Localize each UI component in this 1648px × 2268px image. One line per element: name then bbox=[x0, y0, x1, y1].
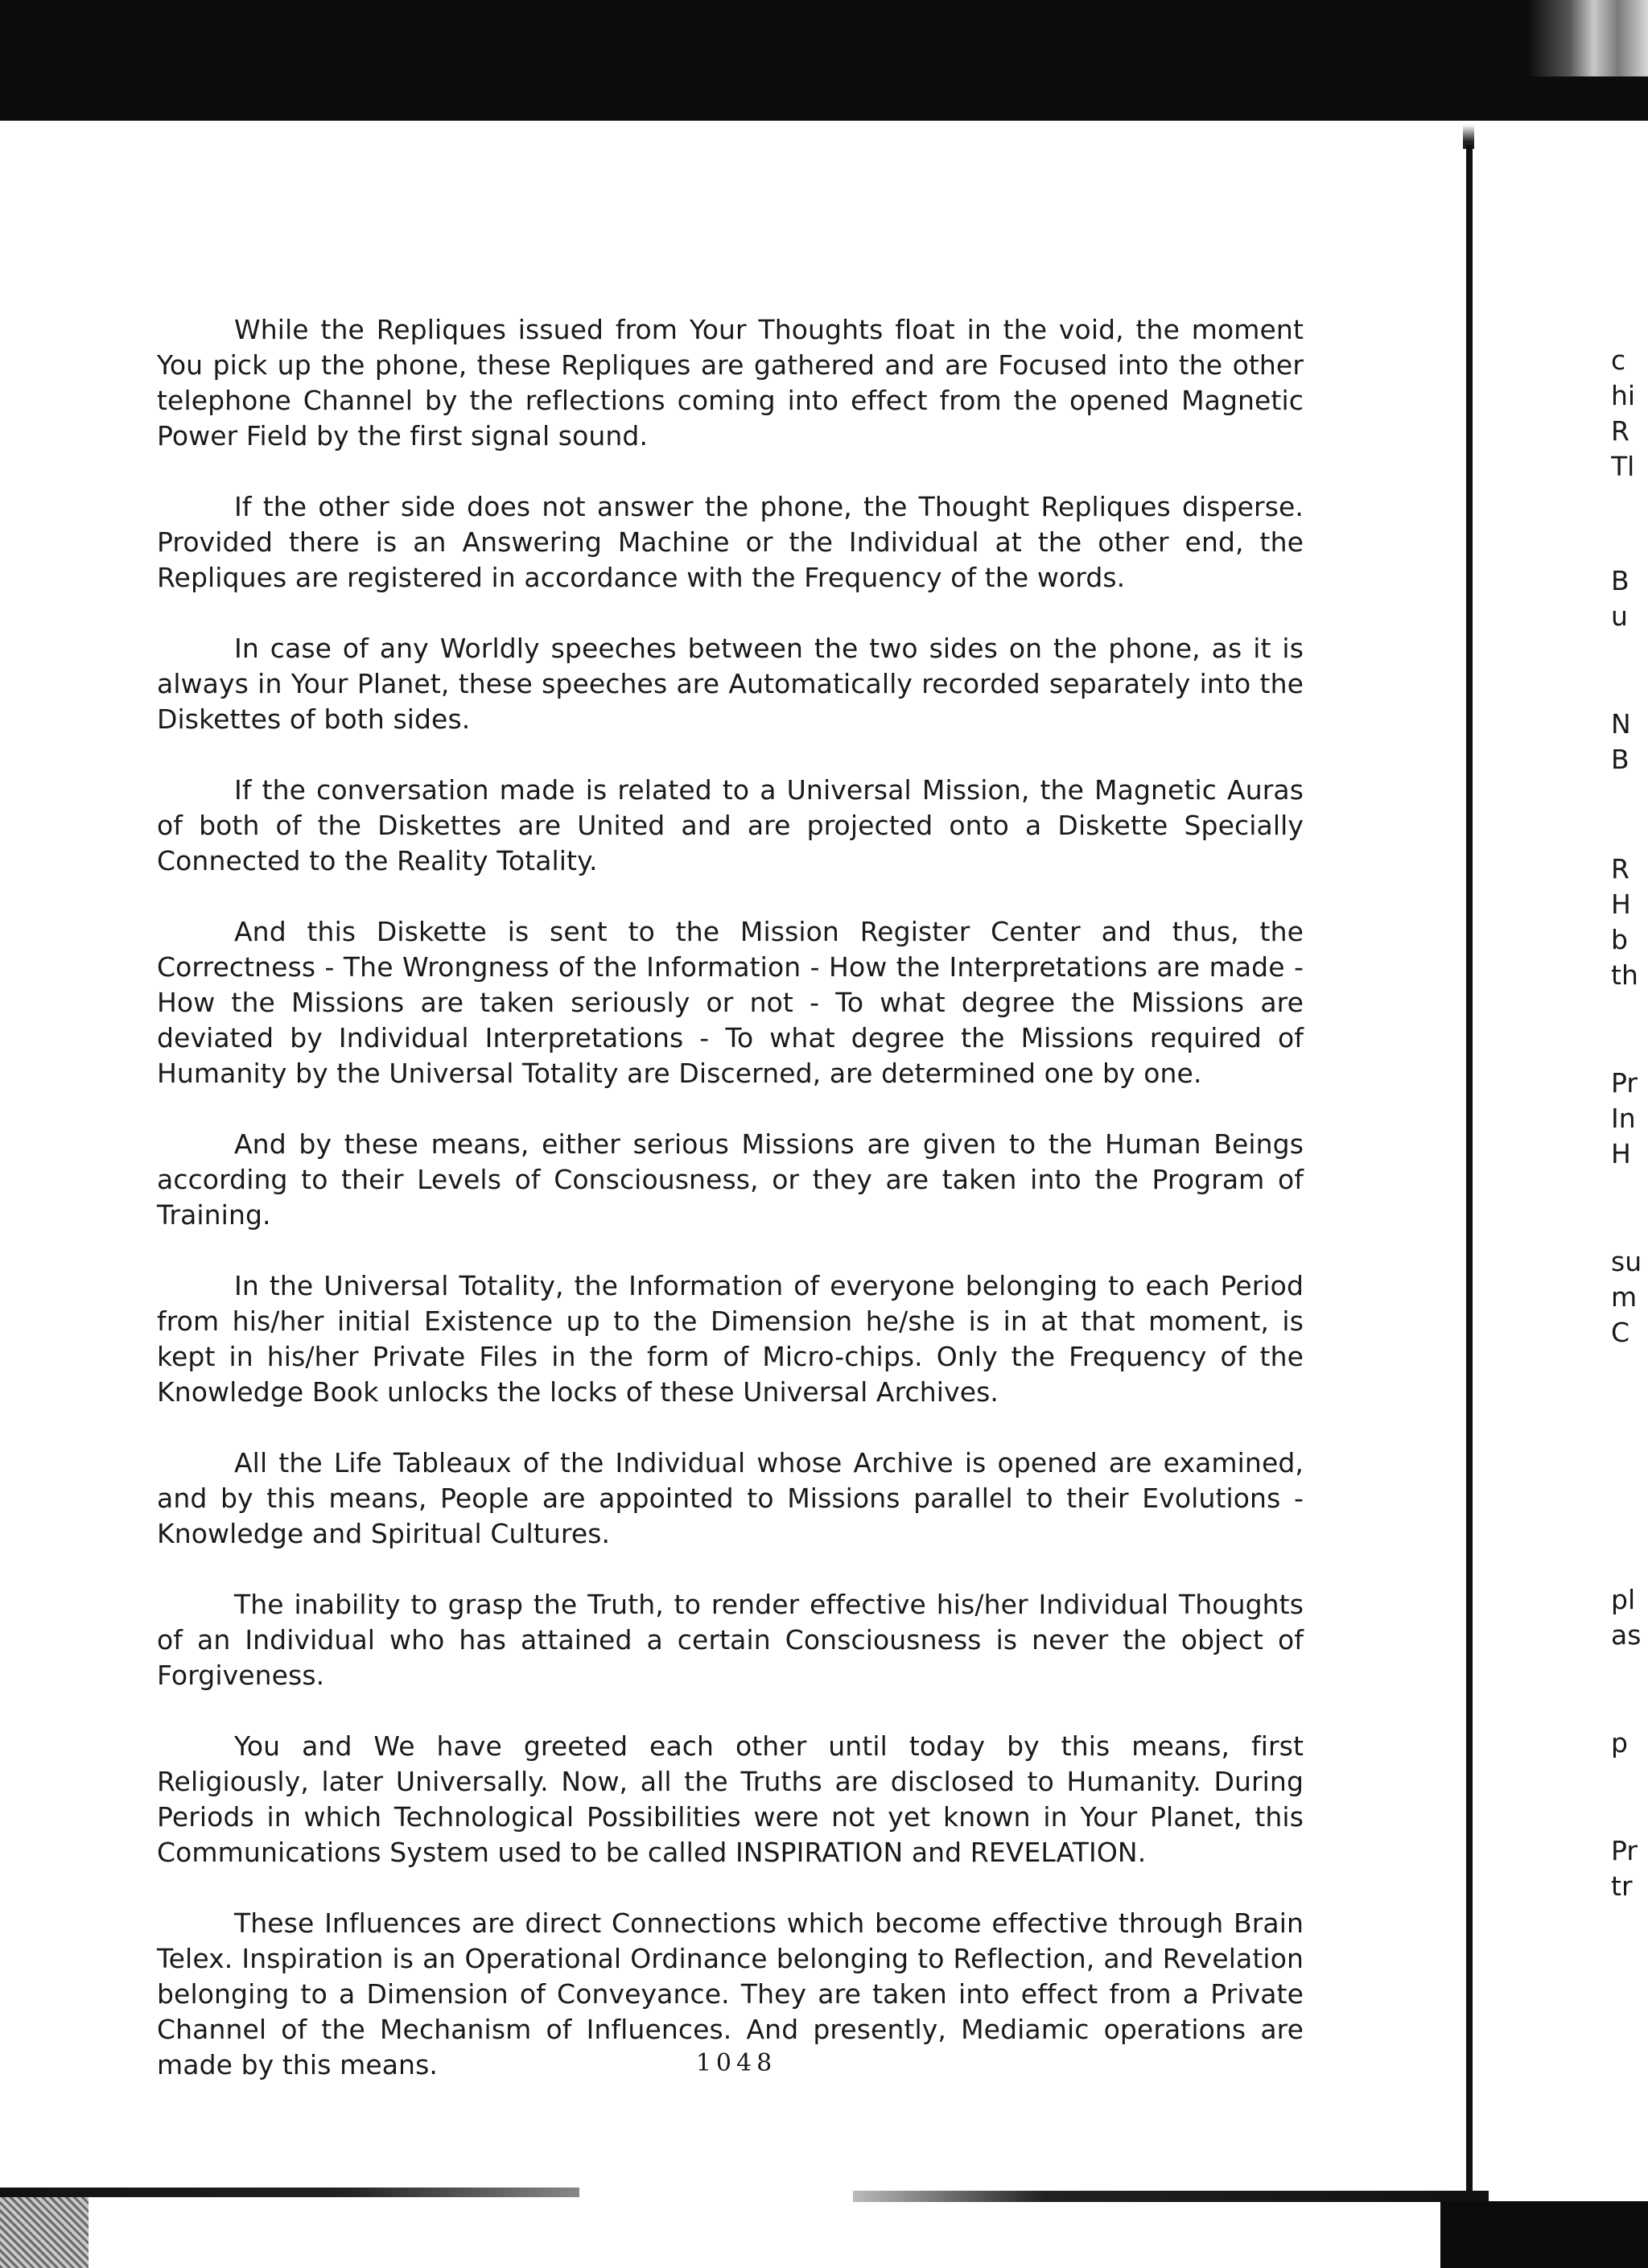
page-body bbox=[157, 312, 1304, 2118]
book-spine-shadow bbox=[1466, 145, 1473, 2245]
paragraph: You and We have greeted each other until today by this means, first Religiously, later Universally. Now, all the Truths are disclosed to Humanity. During Periods in which Technological Possibilities were not yet known in Your Planet, this Communications System used to be called INSPIRATION and REVELATION. bbox=[157, 1730, 1304, 1868]
facing-page-fragment: p bbox=[1611, 1727, 1628, 1759]
facing-page-fragment: c bbox=[1611, 344, 1626, 376]
facing-page-fragment: hi bbox=[1611, 380, 1636, 411]
paragraph: All the Life Tableaux of the Individual whose Archive is opened are examined, and by this means, People are appointed to Missions parallel to their Evolutions - Knowledge and Spiritual Cultures. bbox=[157, 1447, 1304, 1549]
paragraph: These Influences are direct Connections which become effective through Brain Telex. Inspiration is an Operational Ordinance belonging to Reflection, and Revelation belonging to a Dimension of Conveyance. They are taken into effect from a Private Channel of the Mechanism of Influences. And presently, Mediamic operations are made by this means. bbox=[157, 1907, 1304, 2080]
facing-page-fragment: Pr bbox=[1611, 1067, 1638, 1099]
scan-bottom-edge-left bbox=[0, 2188, 579, 2197]
facing-page-fragment: Pr bbox=[1611, 1835, 1638, 1866]
facing-page-fragment: u bbox=[1611, 600, 1628, 632]
facing-page-fragment: tr bbox=[1611, 1870, 1633, 1902]
facing-page-fragment: as bbox=[1611, 1619, 1642, 1651]
facing-page-fragment: C bbox=[1611, 1317, 1630, 1348]
facing-page-fragment: Tl bbox=[1611, 451, 1635, 482]
paragraph: In case of any Worldly speeches between the two sides on the phone, as it is always in Your Planet, these speeches are Automatically recorded separately into the Diskettes of both sides. bbox=[157, 633, 1304, 735]
paragraph: The inability to grasp the Truth, to render effective his/her Individual Thoughts of an Individual who has attained a certain Consciousness is never the object of Forgiveness. bbox=[157, 1589, 1304, 1691]
facing-page-fragment: th bbox=[1611, 959, 1638, 991]
paragraph: If the other side does not answer the phone, the Thought Repliques disperse. Provided there is an Answering Machine or the Individual at the other end, the Repliques are registered in accordance with the Frequency of the words. bbox=[157, 491, 1304, 593]
facing-page-fragment: su bbox=[1611, 1246, 1642, 1277]
paragraph: In the Universal Totality, the Information of everyone belonging to each Period from his/her initial Existence up to the Dimension he/she is in at that moment, is kept in his/her Private Files in the form of Micro-chips. Only the Frequency of the Knowledge Book unlocks the locks of these Universal Archives. bbox=[157, 1270, 1304, 1408]
scan-bottom-edge-right bbox=[853, 2191, 1489, 2202]
facing-page-fragment: m bbox=[1611, 1281, 1638, 1313]
facing-page-fragment: R bbox=[1611, 415, 1629, 447]
facing-page-fragment: N bbox=[1611, 708, 1631, 740]
scan-bottom-left-artifact bbox=[0, 2197, 89, 2268]
paragraph: And by these means, either serious Missions are given to the Human Beings according to their Levels of Consciousness, or they are taken into the Program of Training. bbox=[157, 1128, 1304, 1231]
facing-page-fragment: b bbox=[1611, 924, 1628, 955]
facing-page-fragment: R bbox=[1611, 853, 1629, 885]
facing-page-edge bbox=[1611, 0, 1648, 2268]
facing-page-fragment: pl bbox=[1611, 1584, 1636, 1615]
paragraph: And this Diskette is sent to the Mission Register Center and thus, the Correctness - The Wrongness of the Information - How the Interpretations are made - How the Missions are taken seriously or not - To what degree the Missions are deviated by Individual Interpretations - To what degree the Missions required of Humanity by the Universal Totality are Discerned, are determined one by one. bbox=[157, 916, 1304, 1089]
paragraph: If the conversation made is related to a Universal Mission, the Magnetic Auras of both of the Diskettes are United and are projected onto a Diskette Specially Connected to the Reality Totality. bbox=[157, 774, 1304, 876]
facing-page-fragment: H bbox=[1611, 889, 1631, 920]
paragraph: While the Repliques issued from Your Thoughts float in the void, the moment You pick up the phone, these Repliques are gathered and are Focused into the other telephone Channel by the reflections coming into effect from the opened Magnetic Power Field by the first signal sound. bbox=[157, 314, 1304, 452]
facing-page-fragment: In bbox=[1611, 1103, 1636, 1134]
scan-top-border bbox=[0, 0, 1648, 121]
facing-page-fragment: H bbox=[1611, 1138, 1631, 1169]
facing-page-fragment: B bbox=[1611, 565, 1629, 596]
page-number: 1048 bbox=[695, 2049, 777, 2077]
facing-page-fragment: B bbox=[1611, 744, 1629, 775]
